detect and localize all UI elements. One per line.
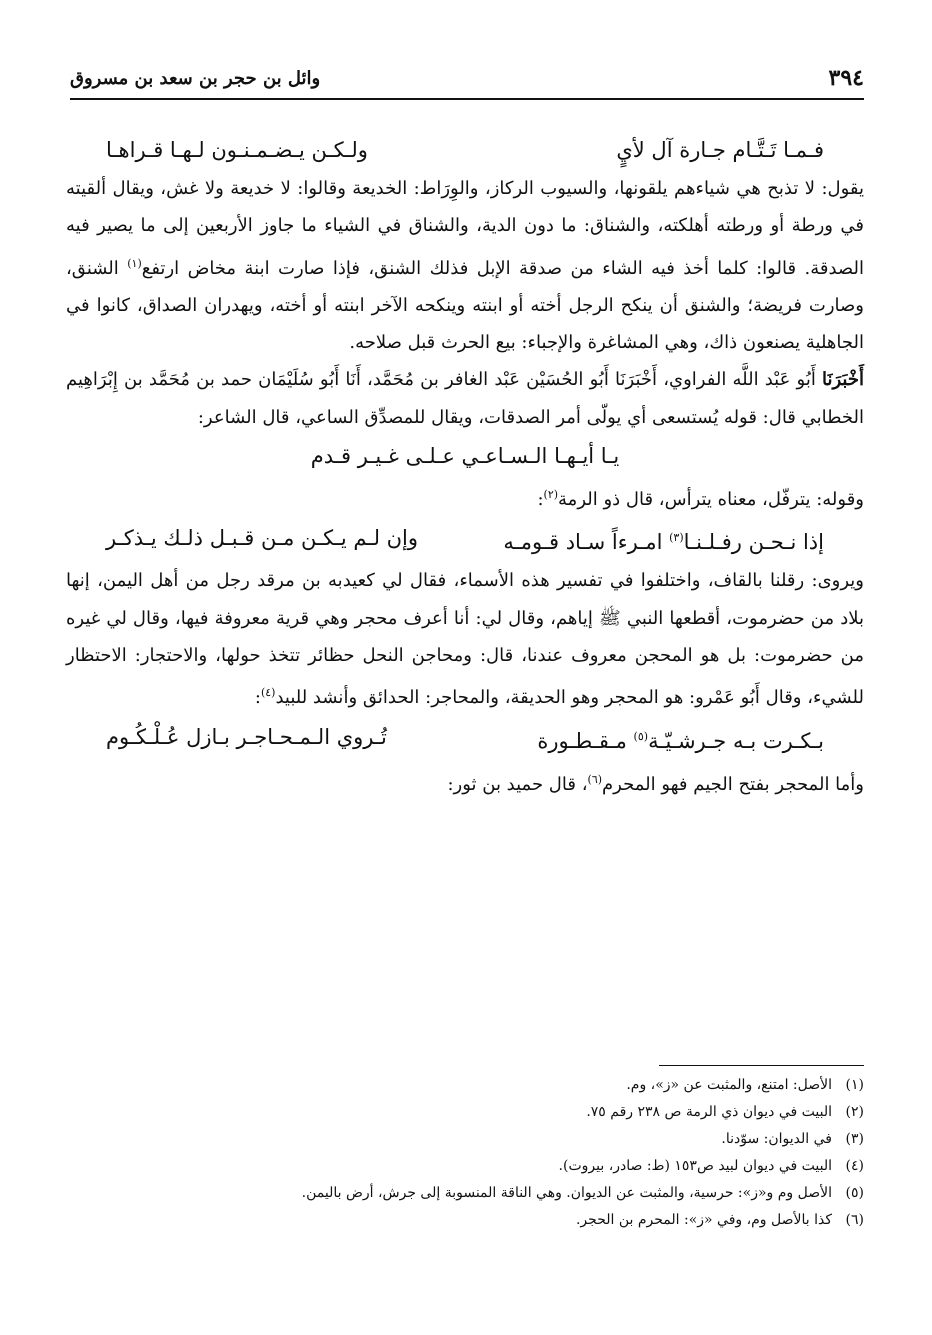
footnote-number: (١) [845, 1077, 864, 1093]
verse-3 [66, 518, 864, 562]
footnote-ref-1[interactable]: (١) [127, 256, 142, 270]
verse-3-first-b: امـرءاً سـاد قـومـه [503, 530, 670, 555]
footnote-text: البيت في ديوان ذي الرمة ص ٢٣٨ رقم ٧٥. [586, 1104, 832, 1120]
footnote-number: (٥) [845, 1185, 864, 1201]
paragraph-3 [66, 476, 864, 518]
narration-lead: أَخْبَرَنَا [822, 369, 864, 391]
footnote-text: الأصل وم و«ز»: حرسية، والمثبت عن الديوان. وهي الناقة المنسوبة إلى جرش، أرض باليمن. [301, 1185, 832, 1201]
page-header [70, 58, 864, 100]
paragraph-1-text-cont: الشنق، وصارت فريضة؛ والشنق أن ينكح الرجل أخته أو ابنته وينكحه الآخر ابنته أو أخته، ويهدران الصداق، كانوا في الجاهلية يصنعون ذاك، وهي المشاغرة والإجباء: بيع الحرث قبل صلاحه. [66, 257, 864, 354]
paragraph-1 [66, 170, 864, 361]
footnote-ref-6[interactable]: (٦) [587, 772, 603, 786]
verse-3-second-hemistich: وإن لـم يـكـن مـن قـبـل ذلـك يـذكـر [106, 526, 419, 551]
verse-1 [66, 130, 864, 170]
paragraph-3-text: وقوله: يترفّل، معناه يترأس، قال ذو الرمة [558, 489, 864, 511]
footnotes [66, 1072, 864, 1234]
footnote-ref-4[interactable]: (٤) [260, 686, 276, 700]
running-title: وائل بن حجر بن سعد بن مسروق [70, 67, 321, 89]
footnote [66, 1072, 864, 1099]
footnote [66, 1099, 864, 1126]
verse-4-second-hemistich: تُـروي الـمـحـاجـر بـازل عُـلْـكُـوم [106, 724, 387, 749]
paragraph-4 [66, 562, 864, 716]
verse-3-first-a: إذا نـحـن رفـلـنـا [683, 530, 824, 555]
footnote [66, 1126, 864, 1153]
paragraph-5-text: وأما المحجر بفتح الجيم فهو المحرم [602, 773, 864, 795]
footnote-ref-2[interactable]: (٢) [543, 488, 559, 502]
footnote-text: كذا بالأصل وم، وفي «ز»: المحرم بن الحجر. [575, 1212, 832, 1228]
verse-3-first-hemistich [503, 518, 824, 562]
footnote-number: (٢) [845, 1104, 864, 1120]
footnote-separator [659, 1065, 864, 1066]
footnote-text: في الديوان: سوّدنا. [721, 1131, 832, 1147]
verse-4-first-a: بـكـرت بـه جـرشـيّـة [648, 728, 824, 753]
paragraph-2 [66, 361, 864, 436]
footnote-ref-5[interactable]: (٥) [633, 729, 649, 743]
page-number: ٣٩٤ [828, 65, 864, 91]
paragraph-4-end: : [254, 687, 261, 709]
footnote [66, 1207, 864, 1234]
footnote [66, 1153, 864, 1180]
paragraph-1-text: يقول: لا تذبح هي شياءهم يلقونها، والسيوب الركاز، والوِرَاط: الخديعة وقالوا: لا خديعة ولا غش، ويقال ألقيته في ورطة أو ورطته أهلكته، والشناق: ما دون الدية، والشناق في الشياء ما جاوز الأربعين إلى ما يصير فيه الصدقة. قالوا: كلما أخذ فيه الشاء من صدقة الإبل فذلك الشنق، فإذا صارت ابنة مخاض ارتفع [66, 178, 864, 279]
footnote-ref-3[interactable]: (٣) [669, 531, 684, 545]
paragraph-5-end: ، قال حميد بن ثور: [447, 773, 588, 795]
verse-2-text: يـا أيـهـا الـسـاعـي عـلـى غـيـر قـدم [310, 444, 620, 469]
footnote [66, 1180, 864, 1207]
footnote-number: (٣) [845, 1131, 864, 1147]
footnote-text: الأصل: امتنع، والمثبت عن «ز»، وم. [626, 1077, 832, 1093]
verse-4 [66, 717, 864, 761]
paragraph-3-end: : [537, 489, 544, 511]
paragraph-2-text: أَبُو عَبْد اللَّه الفراوي، أَخْبَرَنَا أَبُو الحُسَيْن عَبْد الغافر بن مُحَمَّد، أَنَا أَبُو سُلَيْمَان حمد بن مُحَمَّد بن إِبْرَاهِيم الخطابي قال: قوله يُستسعى أي يولّى أمر الصدقات، ويقال للمصدِّق الساعي، قال الشاعر: [66, 369, 864, 428]
verse-1-second-hemistich: ولـكـن يـضـمـنـون لـهـا قـراهـا [106, 138, 368, 162]
footnote-number: (٦) [845, 1212, 864, 1228]
verse-1-first-hemistich: فـمـا تَـتَّـام جـارة آل لأيٍ [616, 138, 824, 162]
footnote-text: البيت في ديوان لبيد ص١٥٣ (ط: صادر، بيروت). [558, 1158, 832, 1174]
verse-4-first-hemistich [537, 717, 824, 761]
footnote-number: (٤) [845, 1158, 864, 1174]
main-text [66, 130, 864, 803]
verse-4-first-b: مـقـطـورة [537, 728, 634, 753]
verse-2 [66, 436, 864, 476]
paragraph-5 [66, 761, 864, 803]
paragraph-4-text: ويروى: رقلنا بالقاف، واختلفوا في تفسير هذه الأسماء، فقال لي كعيدبه بن مرقد رجل من أهل اليمن، إنها بلاد من حضرموت، أقطعها النبي ﷺ إياهم، وقال لي: أنا أعرف محجر وهي قرية معروفة فيها، وقال لي غيره من حضرموت: بل هو المحجن معروف عندنا، قال: ومحاجن النحل حظائر تتخذ حولها، والاحتجار: الاحتظار للشيء، وقال أَبُو عَمْرو: هو المحجر وهو الحديقة، والمحاجر: الحدائق وأنشد للبيد [66, 570, 864, 709]
